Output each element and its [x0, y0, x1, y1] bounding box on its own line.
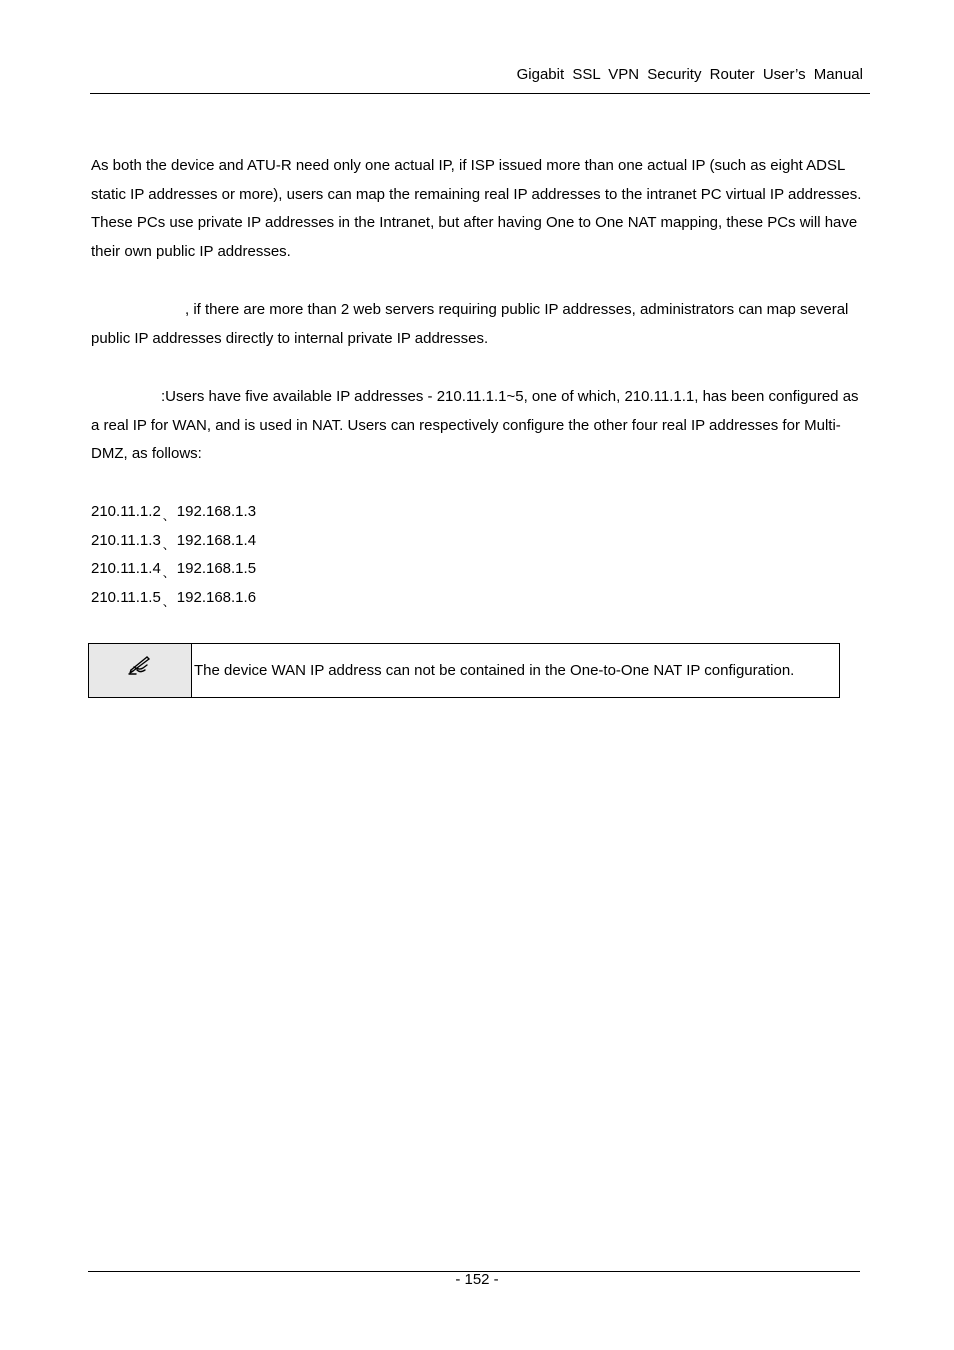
- ip-mapping-row: [91, 527, 256, 556]
- ip-mapping-row: [91, 584, 256, 613]
- multi-dmz-paragraph-text: :Users have five available IP addresses - 210.11.1.1~5, one of which, 210.11.1.1, has been configured as a real IP for WAN, and is used in NAT. Users can respectively configure the other four real IP addresses for Multi-DMZ, as follows:: [91, 388, 859, 463]
- mapping-separator: 、: [162, 509, 175, 523]
- example-paragraph: [91, 296, 871, 353]
- mapping-separator: 、: [162, 566, 175, 581]
- public-ip: 210.11.1.4: [91, 560, 161, 578]
- note-icon-cell: [89, 644, 192, 697]
- note-text: The device WAN IP address can not be contained in the One-to-One NAT IP configuration.: [194, 662, 795, 679]
- page-number: - 152 -: [455, 1271, 499, 1288]
- ip-mapping-list: [91, 498, 256, 613]
- private-ip: 192.168.1.4: [176, 531, 257, 549]
- running-header: Gigabit SSL VPN Security Router User’s Manual: [516, 66, 863, 83]
- multi-dmz-paragraph: [91, 383, 871, 469]
- header-divider: [90, 93, 870, 94]
- writing-hand-icon: [128, 653, 152, 675]
- ip-mapping-row: [91, 555, 256, 584]
- private-ip: 192.168.1.6: [176, 589, 257, 607]
- intro-paragraph: As both the device and ATU-R need only one actual IP, if ISP issued more than one actual IP (such as eight ADSL static IP addresses or more), users can map the remaining real IP addresses to the intranet PC virtual IP addresses. These PCs use private IP addresses in the Intranet, but after having One to One NAT mapping, these PCs will have their own public IP addresses.: [91, 157, 862, 261]
- mapping-separator: 、: [162, 595, 175, 610]
- example-paragraph-text: , if there are more than 2 web servers requiring public IP addresses, administrators can map several public IP addresses directly to internal private IP addresses.: [91, 301, 849, 347]
- note-box: [88, 643, 840, 698]
- mapping-separator: 、: [162, 537, 175, 552]
- public-ip: 210.11.1.5: [91, 589, 161, 607]
- private-ip: 192.168.1.3: [176, 503, 257, 520]
- public-ip: 210.11.1.2: [91, 503, 161, 520]
- public-ip: 210.11.1.3: [91, 531, 161, 549]
- ip-mapping-row: [91, 498, 256, 527]
- private-ip: 192.168.1.5: [176, 560, 257, 578]
